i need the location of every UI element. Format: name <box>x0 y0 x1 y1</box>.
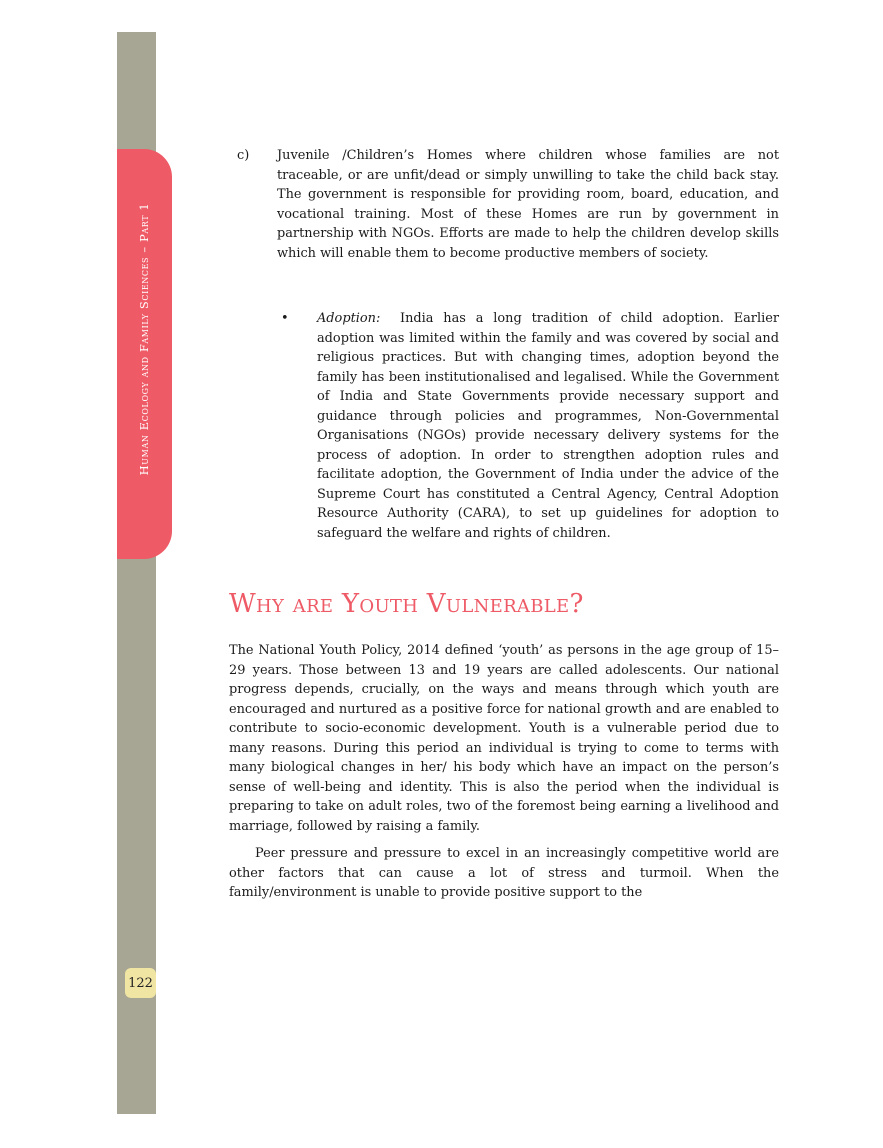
bullet-marker: • <box>281 311 289 326</box>
page-number: 122 <box>125 968 156 998</box>
bullet-text <box>317 309 779 543</box>
bullet-body: India has a long tradition of child adoption. Earlier adoption was limited within the family and was covered by social and religious practices. But with changing times, adoption beyond the family has been institutionalised and legalised. While the Government of India and State Governments provide necessary support and guidance through policies and programmes, Non-Governmental Organisations (NGOs) provide necessary delivery systems for the process of adoption. In order to strengthen adoption rules and facilitate adoption, the Government of India under the advice of the Supreme Court has constituted a Central Agency, Central Adoption Resource Authority (CARA), to set up guidelines for adoption to safeguard the welfare and rights of children. <box>317 311 779 541</box>
section-heading: Why are Youth Vulnerable? <box>229 589 584 619</box>
list-marker: c) <box>237 148 250 163</box>
bullet-term: Adoption: <box>317 311 381 326</box>
paragraph: Peer pressure and pressure to excel in an increasingly competitive world are other factors that can cause a lot of stress and turmoil. When the family/environment is unable to provide positive support to the <box>229 846 779 900</box>
list-item-text: Juvenile /Children’s Homes where children whose families are not traceable, or are unfit/dead or simply unwilling to take the child back stay. The government is responsible for providing room, board, education, and vocational training. Most of these Homes are run by government in partnership with NGOs. Efforts are made to help the children develop skills which will enable them to become productive members of society. <box>277 148 779 261</box>
page-content <box>229 146 779 911</box>
list-item-c <box>229 146 779 263</box>
running-title: Human Ecology and Family Sciences – Part 1 <box>137 202 151 476</box>
bullet-adoption <box>281 309 779 543</box>
paragraph: The National Youth Policy, 2014 defined ‘youth’ as persons in the age group of 15–29 years. Those between 13 and 19 years are called adolescents. Our national progress depends, crucially, on the ways and means through which youth are encouraged and nurtured as a positive force for national growth and are enabled to contribute to socio-economic development. Youth is a vulnerable period due to many reasons. During this period an individual is trying to come to terms with many biological changes in her/ his body which have an impact on the person’s sense of well-being and identity. This is also the period when the individual is preparing to take on adult roles, two of the foremost being earning a livelihood and marriage, followed by raising a family. <box>229 643 779 834</box>
